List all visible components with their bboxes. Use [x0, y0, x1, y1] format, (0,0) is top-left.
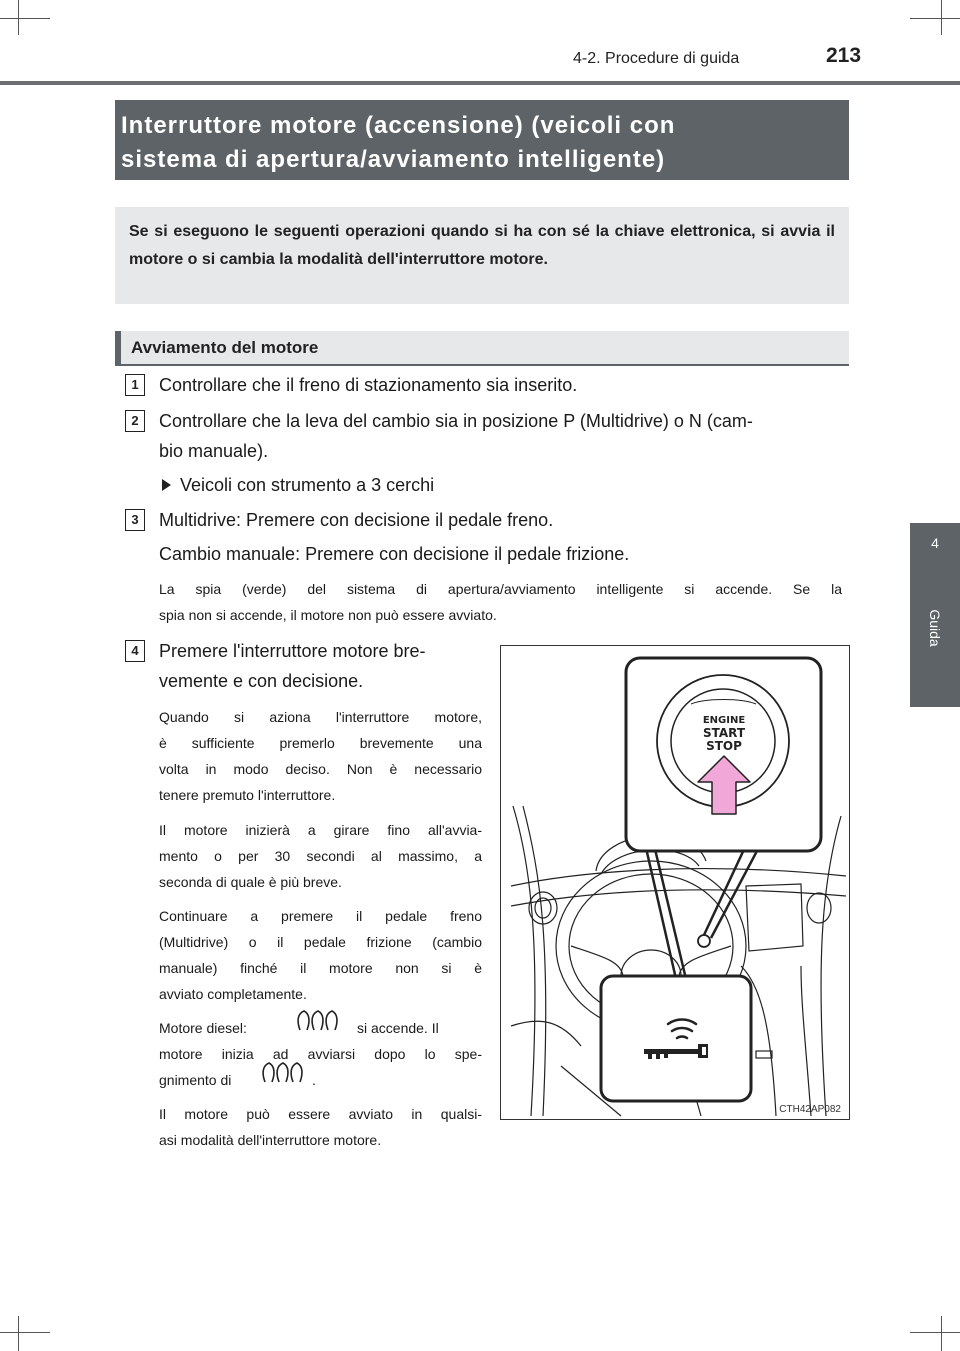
chapter-number: 4: [931, 535, 939, 551]
note-line: Continuare a premere il pedale freno: [159, 908, 482, 924]
header-rule: [0, 81, 960, 85]
note-line: .: [312, 1072, 316, 1088]
note-line: mento o per 30 secondi al massimo, a: [159, 848, 482, 864]
step-number: 1: [125, 374, 145, 396]
step-text: bio manuale).: [159, 441, 269, 461]
step-note: spia non si accende, il motore non può essere avviato.: [159, 607, 497, 623]
note-line: volta in modo deciso. Non è necessario: [159, 761, 482, 777]
button-text-line: ENGINE: [702, 715, 746, 726]
chapter-label-wrap: [910, 595, 960, 665]
crop-mark: [910, 18, 960, 19]
note-line: (Multidrive) o il pedale frizione (cambio: [159, 934, 482, 950]
note-line: tenere premuto l'interruttore.: [159, 787, 336, 803]
note-line: gnimento di: [159, 1072, 232, 1088]
step-number: 2: [125, 410, 145, 432]
step-text: Cambio manuale: Premere con decisione il pedale frizione.: [159, 544, 630, 564]
note-line: seconda di quale è più breve.: [159, 874, 342, 890]
smart-key-indicator-icon: [636, 1014, 726, 1064]
subsection-heading: [115, 331, 849, 366]
glow-plug-indicator-icon: [261, 1060, 309, 1086]
illustration: [500, 645, 850, 1120]
note-line: Il motore inizierà a girare fino all'avvia-: [159, 822, 482, 838]
step-text: Controllare che il freno di stazionamento sia inserito.: [159, 375, 578, 395]
note-line: Il motore può essere avviato in qualsi-: [159, 1106, 482, 1122]
page-title: [115, 100, 849, 180]
triangle-bullet-icon: [162, 479, 171, 491]
vehicle-condition: Veicoli con strumento a 3 cerchi: [180, 475, 435, 495]
crop-mark: [941, 0, 942, 35]
step-text: Controllare che la leva del cambio sia in posizione P (Multidrive) o N (cam-: [159, 411, 753, 431]
section-label: 4-2. Procedure di guida: [573, 50, 740, 67]
page-number: 213: [826, 44, 862, 67]
step-text: Multidrive: Premere con decisione il pedale freno.: [159, 510, 554, 530]
push-arrow-icon: [696, 754, 752, 816]
button-text-line: STOP: [706, 739, 742, 753]
note-line: Motore diesel:: [159, 1020, 247, 1036]
heading-accent-bar: [115, 331, 121, 364]
step-text: Premere l'interruttore motore bre-: [159, 641, 426, 661]
intro-box: Se si eseguono le seguenti operazioni quando si ha con sé la chiave elettronica, si avvia il motore o si cambia la modalità dell'interruttore motore.: [115, 207, 849, 304]
crop-mark: [18, 1316, 19, 1351]
image-code: CTH42AP082: [779, 1104, 841, 1115]
title-line-2: sistema di apertura/avviamento intelligente): [121, 146, 666, 173]
crop-mark: [910, 1332, 960, 1333]
note-line: è sufficiente premerlo brevemente una: [159, 735, 482, 751]
note-line: avviato completamente.: [159, 986, 307, 1002]
crop-mark: [18, 0, 19, 35]
crop-mark: [0, 18, 50, 19]
glow-plug-indicator-icon: [296, 1008, 344, 1034]
button-text-line: START: [702, 726, 746, 740]
note-line: motore inizia ad avviarsi dopo lo spe-: [159, 1046, 482, 1062]
step-number: 3: [125, 509, 145, 531]
note-line: manuale) finché il motore non si è: [159, 960, 482, 976]
title-line-1: Interruttore motore (accensione) (veicoli con: [121, 112, 676, 139]
chapter-label: Guida: [927, 609, 943, 647]
step-note: La spia (verde) del sistema di apertura/avviamento intelligente si accende. Se la: [159, 581, 842, 597]
subsection-title: Avviamento del motore: [131, 338, 319, 357]
step-text: vemente e con decisione.: [159, 671, 364, 691]
engine-button-label: [693, 714, 755, 753]
crop-mark: [0, 1332, 50, 1333]
note-line: si accende. Il: [357, 1020, 439, 1036]
note-line: asi modalità dell'interruttore motore.: [159, 1132, 382, 1148]
crop-mark: [941, 1316, 942, 1351]
step-number: 4: [125, 640, 145, 662]
note-line: Quando si aziona l'interruttore motore,: [159, 709, 482, 725]
